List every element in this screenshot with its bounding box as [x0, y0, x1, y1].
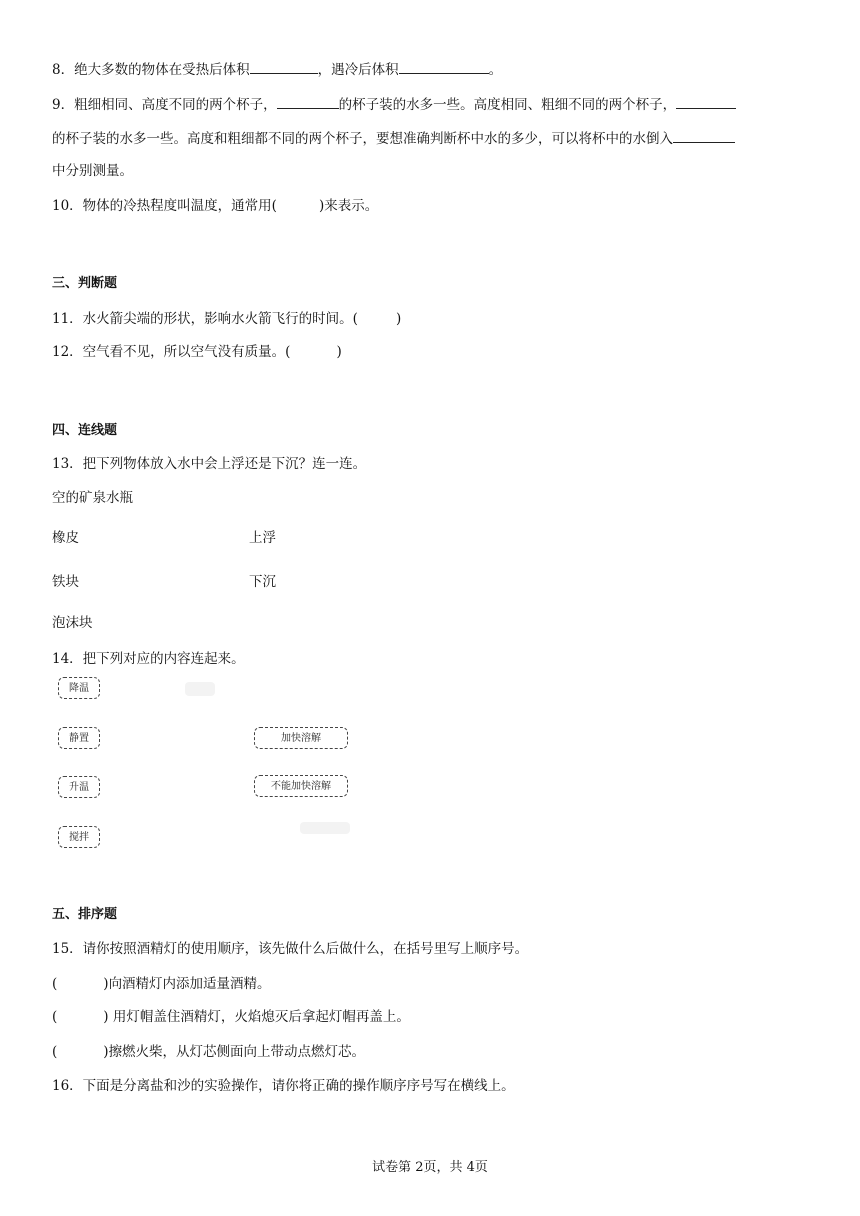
q15-item	[52, 1007, 410, 1027]
q9-text-4: 中分别测量。	[52, 163, 133, 179]
open-paren: (	[52, 1009, 58, 1025]
q9-blank-3[interactable]	[673, 128, 735, 143]
q15-item	[52, 1042, 365, 1062]
q9-blank-2[interactable]	[676, 94, 736, 109]
section-3-heading: 三、判断题	[52, 276, 118, 291]
q9-text-1: 9．粗细相同、高度不同的两个杯子，	[52, 97, 277, 113]
question-10	[52, 196, 378, 216]
close-paren: )	[103, 976, 109, 992]
question-9-line-3	[52, 161, 133, 181]
close-paren: )	[103, 1009, 109, 1025]
question-12	[52, 342, 342, 362]
q8-blank-2[interactable]	[399, 59, 489, 74]
q15-item-text: 擦燃火柴，从灯芯侧面向上带动点燃灯芯。	[108, 1044, 366, 1060]
q13-right-item[interactable]: 下沉	[249, 574, 276, 590]
q14-left-box[interactable]: 降温	[58, 677, 100, 699]
q13-left-item[interactable]: 铁块	[52, 574, 79, 590]
q9-blank-1[interactable]	[277, 94, 339, 109]
question-15-prompt: 15．请你按照酒精灯的使用顺序，该先做什么后做什么，在括号里写上顺序号。	[52, 941, 529, 957]
question-9-line-2	[52, 128, 735, 149]
q12-text-b: )	[336, 344, 342, 360]
q14-left-box[interactable]: 静置	[58, 727, 100, 749]
question-16-prompt: 16．下面是分离盐和沙的实验操作，请你将正确的操作顺序序号写在横线上。	[52, 1078, 515, 1094]
q8-end: 。	[488, 62, 503, 78]
q14-right-box[interactable]: 加快溶解	[254, 727, 348, 749]
q9-text-2: 的杯子装的水多一些。高度相同、粗细不同的两个杯子，	[338, 97, 677, 113]
q10-text-b: )来表示。	[318, 198, 379, 214]
open-paren: (	[52, 976, 58, 992]
q15-item-text: 用灯帽盖住酒精灯，火焰熄灭后拿起灯帽再盖上。	[108, 1009, 410, 1025]
section-4-heading: 四、连线题	[52, 423, 118, 438]
section-5-heading: 五、排序题	[52, 907, 118, 922]
q9-text-3: 的杯子装的水多一些。高度和粗细都不同的两个杯子，要想准确判断杯中水的多少，可以将杯中的水倒入	[52, 131, 673, 147]
open-paren: (	[52, 1044, 58, 1060]
q12-text-a: 12．空气看不见，所以空气没有质量。(	[52, 344, 291, 360]
q15-item	[52, 974, 271, 994]
q14-left-box[interactable]: 升温	[58, 776, 100, 798]
question-14-prompt: 14．把下列对应的内容连起来。	[52, 651, 245, 667]
q8-prefix: 8．绝大多数的物体在受热后体积	[52, 62, 250, 78]
q13-left-item[interactable]: 橡皮	[52, 530, 79, 546]
q8-blank-1[interactable]	[250, 59, 318, 74]
question-11	[52, 309, 401, 329]
question-8	[52, 59, 502, 80]
q14-left-box[interactable]: 搅拌	[58, 826, 100, 848]
scan-smudge	[300, 822, 350, 834]
q8-mid: ，遇冷后体积	[317, 62, 399, 78]
question-13-prompt: 13．把下列物体放入水中会上浮还是下沉？连一连。	[52, 456, 367, 472]
q15-item-text: 向酒精灯内添加适量酒精。	[108, 976, 271, 992]
q13-right-item[interactable]: 上浮	[249, 530, 276, 546]
question-9-line-1	[52, 94, 736, 115]
page-footer: 试卷第 2页，共 4页	[372, 1160, 488, 1175]
q11-text-b: )	[395, 311, 402, 327]
q14-right-box[interactable]: 不能加快溶解	[254, 775, 348, 797]
q10-text-a: 10．物体的冷热程度叫温度，通常用(	[52, 198, 277, 214]
q11-text-a: 11．水火箭尖端的形状，影响水火箭飞行的时间。(	[52, 311, 358, 327]
q13-left-item[interactable]: 泡沫块	[52, 615, 93, 631]
scan-smudge	[185, 682, 215, 696]
q13-left-item[interactable]: 空的矿泉水瓶	[52, 490, 133, 506]
close-paren: )	[103, 1044, 109, 1060]
